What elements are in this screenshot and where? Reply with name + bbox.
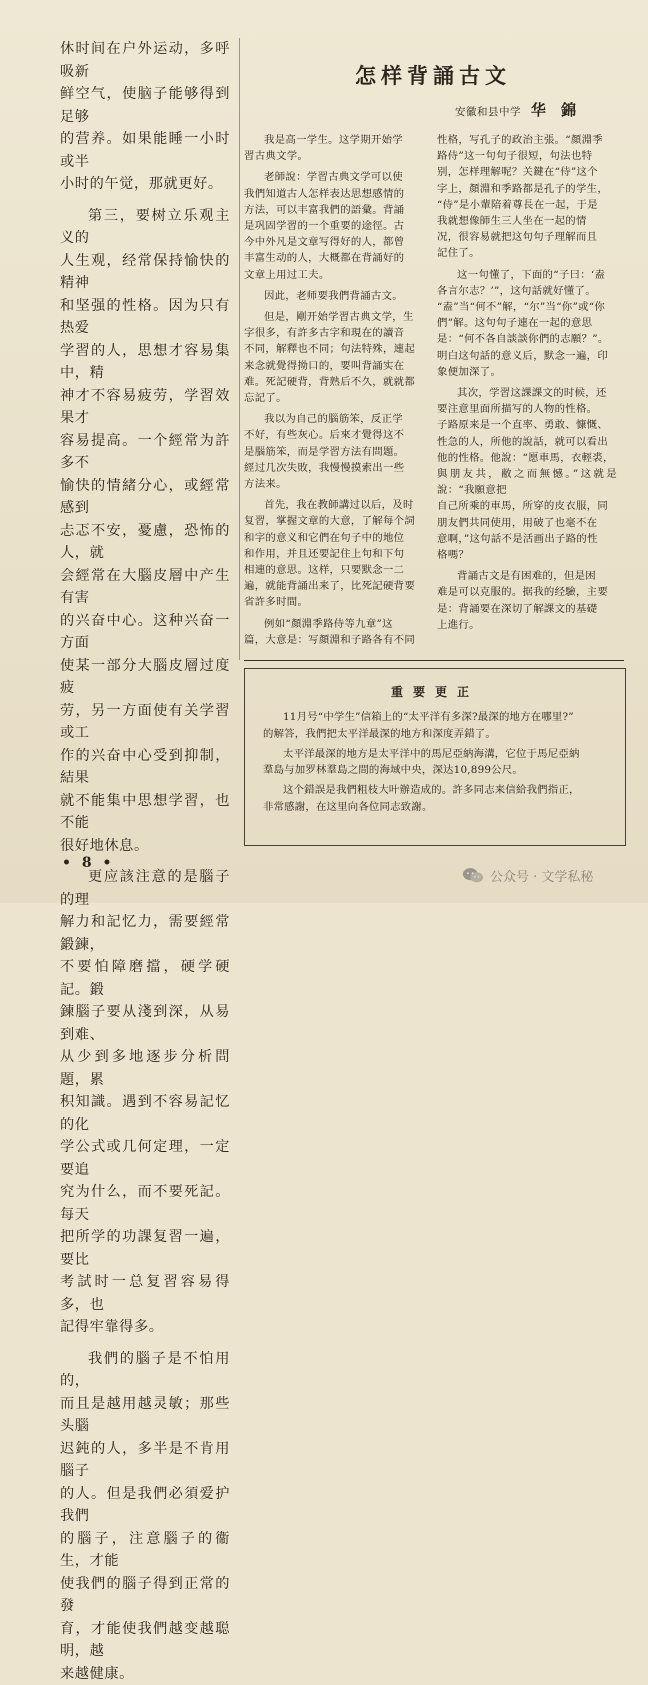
middle-paragraph-5: 我以为自己的腦筋笨，反正学 不好，有些灰心。后來才覺得这不 是腦筋笨，而是学習方法有問題。 經过几次失敗，我慢慢摸索出一些 方法来。 (244, 411, 430, 492)
section-divider (244, 660, 624, 661)
middle-paragraph-4: 但是，剛开始学習古典文学，生 字很多，有許多古字和現在的讀音 不同，解釋也不同；句法特殊，連起 来念就覺得拗口的，要叫背誦实在 难。死記硬背，背熟后不久，就就都 忘記了。 (244, 309, 430, 406)
correction-title: 重要更正 (245, 683, 625, 700)
right-paragraph-1: 性格，写孔子的政治主張。“顏淵季 路侍”这一句句子很短，句法也特 别，怎样理解呢？关鍵在“侍”这个 字上，顏淵和季路都是孔子的学生， “侍”是小輩陪着尊長在一起，于是 我就想像師生三人坐在一起的情 况，很容易就把这句句子理解而且 記住了。 (437, 132, 617, 262)
watermark-text: 公众号 · 文学私秘 (490, 866, 593, 885)
article-title: 怎样背誦古文 (355, 60, 555, 90)
left-paragraph-4: 我們的腦子是不怕用的， 而且是越用越灵敏；那些头腦 迟鈍的人，多半是不肯用腦子 的人。但是我們必須爱护我們 的腦子，注意腦子的衞生，才能 使我們的腦子得到正常的發 育，才能使我們越变越聪明，越 来越健康。 (60, 1348, 230, 1685)
page-number: • 8 • (62, 855, 114, 871)
middle-paragraph-7: 例如“顏淵季路侍等九章”这 篇，大意是：写顏淵和子路各有不同 (244, 616, 430, 648)
right-paragraph-4: 背誦古文是有困难的，但是困 难是可以克服的。据我的经驗，主要 是：背誦要在深切了解課文的基礎 上進行。 (437, 568, 617, 633)
middle-paragraph-6: 首先，我在教師講过以后，及时 复習，掌握文章的大意，了解每个詞 和字的意义和它們在句子中的地位 和作用，并且还要記住上句和下句 相連的意思。这样，只要默念一二 遍，就能背誦出来了，比死記硬背要 省許多时間。 (244, 497, 430, 610)
watermark (462, 866, 593, 885)
wechat-icon (462, 867, 484, 884)
right-paragraph-3: 其次，学習这課課文的时候，还 要注意里面所描写的人物的性格。 子路原来是一个直率、勇敢、慷慨、 性急的人，所他的說話，就可以看出 他的性格。他說：“愿車馬，衣輕裘， 與朋友共，敝之而無憾。”这就是說：“我願意把 自己所乘的車馬，所穿的皮衣服，同 朋友們共同使用，用破了也毫不在 意啊，”这句話不是活画出子路的性 格嗎？ (437, 385, 617, 563)
correction-paragraph-3: 这个錯誤是我們粗枝大叶辦造成的。許多同志来信給我們指正， 非常感謝，在这里向各位同志致謝。 (263, 782, 613, 816)
article-byline (455, 99, 581, 120)
right-paragraph-2: 这一句懂了，下面的“子曰：‘盍 各言尔志？’”，这句話就好懂了。 “盍”当“何不”解，“尔”当“你”或“你 們”解。这句句子連在一起的意思 是：“何不各自談談你們的志願？”。 明白这句話的意义后，默念一遍，印 象便加深了。 (437, 267, 617, 380)
middle-column (244, 132, 430, 648)
left-paragraph-1: 休时间在户外运动，多呼吸新 鲜空气，使脑子能够得到足够 的营养。如果能睡一小时或半 小时的午觉，那就更好。 (60, 38, 230, 196)
correction-text (263, 709, 613, 816)
middle-paragraph-2: 老師說：学習古典文学可以使 我們知道古人怎样表达思想感情的 方法，可以丰富我們的語彙。背誦 是巩固学習的一个重要的途徑。古 今中外凡是文章写得好的人，都曾 丰富生动的人，大概都在背誦好的 文章上用过工夫。 (244, 169, 430, 282)
left-paragraph-3: 更应該注意的是腦子的理 解力和記忆力，需要經常鍛鍊， 不要怕障磨擋，硬学硬記。鍛 鍊腦子要从淺到深，从易到难、 从少到多地逐步分析問題，累 积知識。遇到不容易記忆的化 学公式或几何定理，一定要追 究为什么，而不要死記。每天 把所学的功課复習一遍，要比 考試时一总复習容易得多，也 記得牢靠得多。 (60, 866, 230, 1339)
column-divider (239, 38, 240, 660)
middle-paragraph-3: 因此，老师要我們背誦古文。 (244, 288, 430, 304)
author-affiliation: 安徽和县中学 (455, 106, 521, 118)
correction-paragraph-1: 11月号“中学生”信箱上的“太平洋有多深?最深的地方在哪里?” 的解答，我們把太平洋最深的地方和深度弄錯了。 (263, 709, 613, 743)
correction-box (244, 668, 626, 846)
right-column (437, 132, 617, 633)
correction-paragraph-2: 太平洋最深的地方是太平洋中的馬尼亞納海溝，它位于馬尼亞納 羣島与加罗林羣島之間的海域中央，深达10,899公尺。 (263, 746, 613, 780)
middle-paragraph-1: 我是高一学生。这学期开始学 習古典文学。 (244, 132, 430, 164)
left-paragraph-2: 第三，要树立乐观主义的 人生观，经常保持愉快的精神 和坚强的性格。因为只有热爱 学習的人，思想才容易集中，精 神才不容易疲劳，学習效果才 容易提高。一个經常为許多不 愉快的情緒分心，或經常感到 忐忑不安，憂慮，恐怖的人，就 会經常在大腦皮層中产生有害 的兴奋中心。这种兴奋一方面 使某一部分大腦皮層过度疲 劳，另一方面使有关学習或工 作的兴奋中心受到抑制，結果 就不能集中思想学習，也不能 很好地休息。 (60, 205, 230, 858)
author-name: 华 錦 (531, 101, 581, 119)
